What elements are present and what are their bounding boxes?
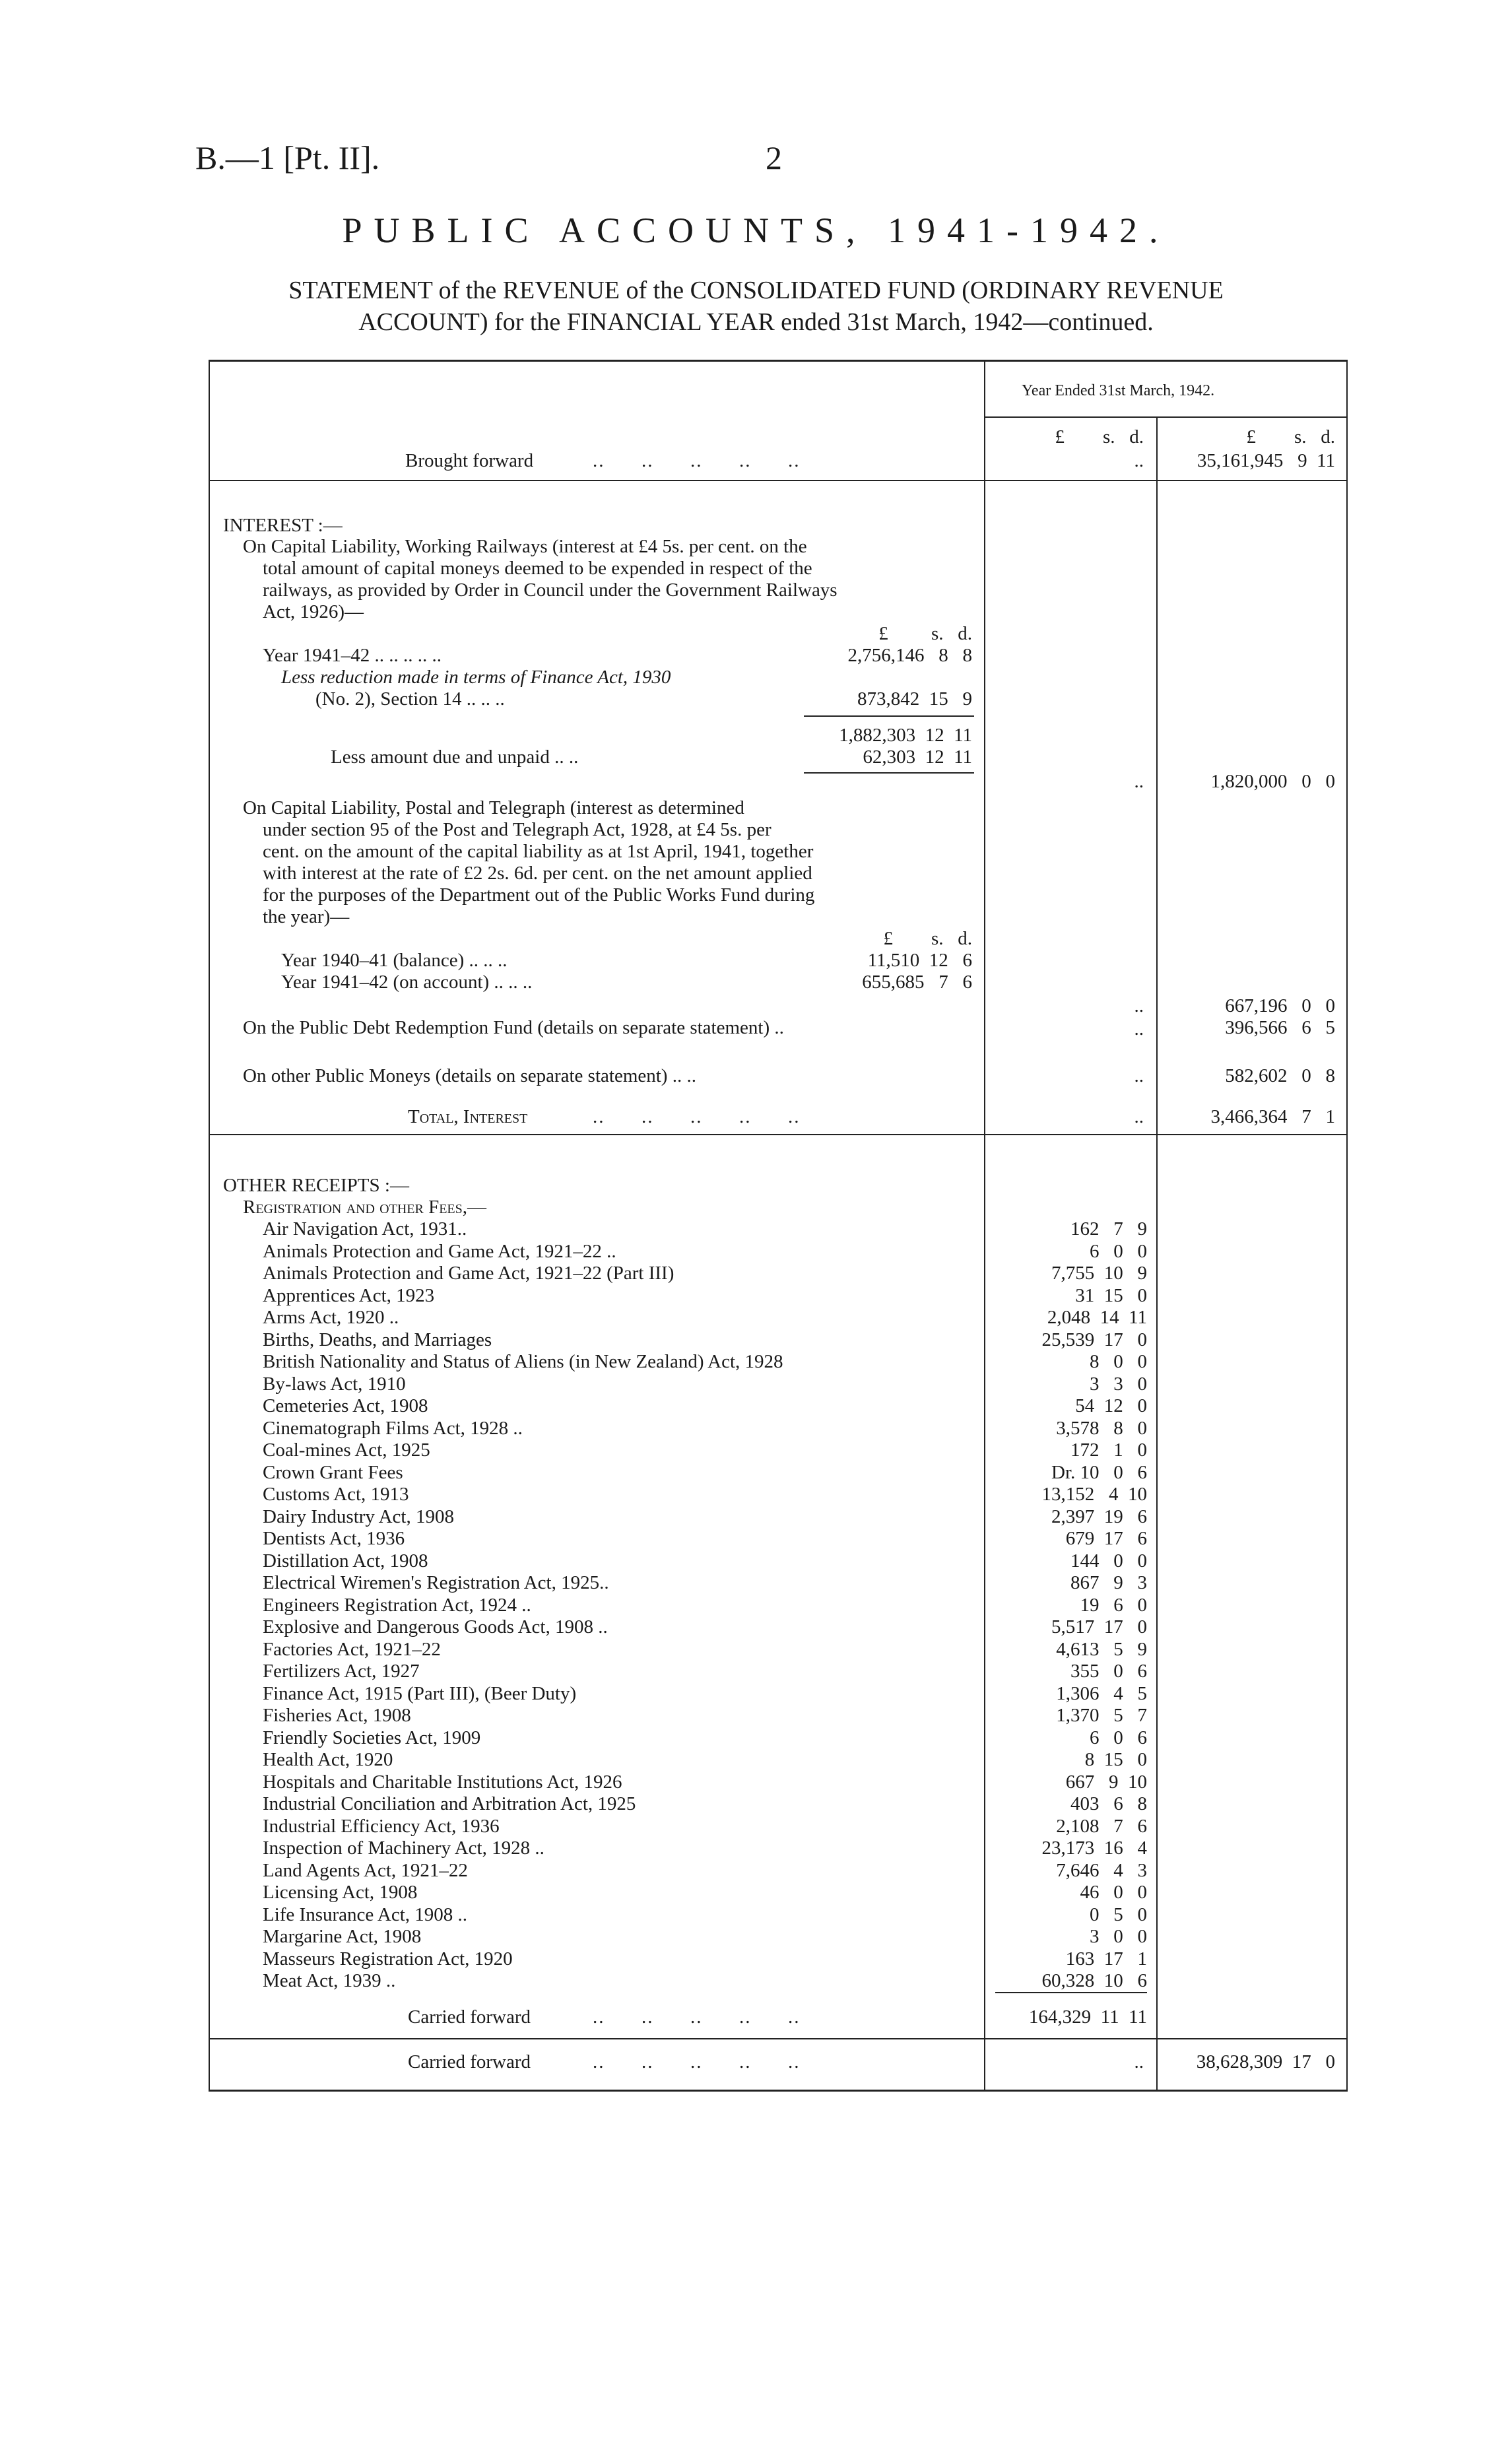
- fee-item-label: Crown Grant Fees: [263, 1461, 403, 1483]
- railways-line-4: Act, 1926)—: [263, 601, 364, 622]
- fee-item-label: Friendly Societies Act, 1909: [263, 1727, 481, 1748]
- fee-item-amount: 7,646 4 3: [1056, 1859, 1147, 1881]
- fee-item-label: Meat Act, 1939 ..: [263, 1970, 396, 1991]
- public-debt-col2: 396,566 6 5: [1225, 1017, 1335, 1038]
- interest-total-label: Total, Interest: [408, 1106, 528, 1127]
- fee-item-amount: 3,578 8 0: [1056, 1417, 1147, 1439]
- brought-forward-label: Brought forward: [405, 450, 534, 471]
- fee-item-label: Customs Act, 1913: [263, 1484, 409, 1505]
- fee-item-label: Engineers Registration Act, 1924 ..: [263, 1594, 531, 1616]
- fee-item-label: Life Insurance Act, 1908 ..: [263, 1903, 468, 1925]
- carried-forward-col2: 38,628,309 17 0: [1196, 2051, 1335, 2072]
- railways-line-3: railways, as provided by Order in Council under the Government Railways: [263, 579, 838, 601]
- carried-forward-leader: .. .. .. .. ..: [593, 2051, 801, 2072]
- fee-item-label: Air Navigation Act, 1931..: [263, 1218, 467, 1240]
- year-ended-heading: Year Ended 31st March, 1942.: [1022, 382, 1215, 399]
- postal-line-3: cent. on the amount of the capital liability as at 1st April, 1941, together: [263, 841, 814, 862]
- fee-item-label: Distillation Act, 1908: [263, 1550, 428, 1571]
- railways-net-rule: [804, 772, 974, 774]
- fee-item-amount: 1,370 5 7: [1056, 1705, 1147, 1726]
- fee-item-label: Dairy Industry Act, 1908: [263, 1505, 454, 1527]
- fee-item-amount: 8 15 0: [1084, 1749, 1147, 1770]
- interest-heading: INTEREST :—: [223, 515, 343, 536]
- fee-item-label: Land Agents Act, 1921–22: [263, 1859, 468, 1881]
- fee-item-amount: 355 0 6: [1070, 1661, 1147, 1682]
- fee-item-amount: 3 3 0: [1090, 1373, 1147, 1395]
- postal-units: £ s. d.: [883, 928, 972, 949]
- inner-carried-forward-label: Carried forward: [408, 2006, 531, 2028]
- carried-forward-label: Carried forward: [408, 2051, 531, 2072]
- interest-total-rule: [210, 1134, 1346, 1135]
- fee-item-amount: 163 17 1: [1065, 1948, 1147, 1969]
- fee-item-amount: 6 0 0: [1090, 1240, 1147, 1262]
- fee-item-label: Births, Deaths, and Marriages: [263, 1329, 492, 1350]
- brought-forward-leader: .. .. .. .. ..: [593, 450, 801, 471]
- fee-item-amount: 0 5 0: [1090, 1903, 1147, 1925]
- fee-item-label: Licensing Act, 1908: [263, 1882, 418, 1903]
- railways-line-2: total amount of capital moneys deemed to be expended in respect of the: [263, 558, 812, 579]
- inner-carried-forward-col1: 164,329 11 11: [1028, 2006, 1147, 2028]
- interest-total-col1: ..: [1134, 1106, 1144, 1127]
- fee-item-amount: 867 9 3: [1070, 1572, 1147, 1593]
- railways-year-label: Year 1941–42 .. .. .. .. ..: [263, 645, 442, 666]
- railways-units: £ s. d.: [878, 623, 972, 644]
- fee-item-amount: 3 0 0: [1090, 1926, 1147, 1947]
- fee-item-label: Animals Protection and Game Act, 1921–22 (Part III): [263, 1263, 674, 1284]
- fee-item-amount: 13,152 4 10: [1041, 1484, 1147, 1505]
- postal-year2-label: Year 1941–42 (on account) .. .. ..: [281, 972, 533, 993]
- fee-item-amount: 23,173 16 4: [1041, 1837, 1147, 1859]
- registration-subheading: Registration and other Fees,—: [243, 1197, 487, 1218]
- brought-forward-col2: 35,161,945 9 11: [1197, 450, 1335, 471]
- postal-line-4: with interest at the rate of £2 2s. 6d. per cent. on the net amount applied: [263, 863, 812, 884]
- fee-item-amount: 403 6 8: [1070, 1793, 1147, 1814]
- railways-subtotal-rule: [804, 715, 974, 717]
- postal-line-2: under section 95 of the Post and Telegraph Act, 1928, at £4 5s. per: [263, 819, 772, 840]
- fee-item-amount: 8 0 0: [1090, 1351, 1147, 1372]
- fee-item-label: Finance Act, 1915 (Part III), (Beer Duty): [263, 1682, 577, 1704]
- fee-item-amount: 172 1 0: [1070, 1439, 1147, 1461]
- fee-item-label: Inspection of Machinery Act, 1928 ..: [263, 1837, 544, 1859]
- fee-item-label: Explosive and Dangerous Goods Act, 1908 ..: [263, 1616, 608, 1638]
- brought-forward-col1: ..: [1134, 450, 1144, 471]
- column-divider-left: [984, 362, 985, 2090]
- public-debt-label: On the Public Debt Redemption Fund (details on separate statement) ..: [243, 1017, 784, 1038]
- fee-item-label: Electrical Wiremen's Registration Act, 1925..: [263, 1572, 609, 1593]
- fee-item-amount: 46 0 0: [1080, 1882, 1147, 1903]
- col2-units: £ s. d.: [1246, 426, 1335, 447]
- postal-line-6: the year)—: [263, 906, 350, 927]
- fee-item-label: Factories Act, 1921–22: [263, 1638, 441, 1660]
- fee-item-amount: 144 0 0: [1070, 1550, 1147, 1571]
- railways-line-1: On Capital Liability, Working Railways (interest at £4 5s. per cent. on the: [243, 536, 807, 557]
- postal-line-5: for the purposes of the Department out of the Public Works Fund during: [263, 884, 815, 906]
- inner-carried-leader: .. .. .. .. ..: [593, 2006, 801, 2028]
- column-divider-right: [1156, 416, 1158, 2090]
- postal-col2: 667,196 0 0: [1225, 995, 1335, 1016]
- fee-item-amount: 25,539 17 0: [1041, 1329, 1147, 1350]
- fee-item-label: Cinematograph Films Act, 1928 ..: [263, 1417, 523, 1439]
- page-number: 2: [766, 139, 782, 176]
- railways-year-amount: 2,756,146 8 8: [847, 645, 972, 666]
- fee-item-amount: 4,613 5 9: [1056, 1638, 1147, 1660]
- fee-item-amount: 679 17 6: [1065, 1528, 1147, 1549]
- fee-item-label: Apprentices Act, 1923: [263, 1284, 435, 1306]
- railways-col2: 1,820,000 0 0: [1210, 771, 1335, 792]
- fee-item-amount: 60,328 10 6: [1041, 1970, 1147, 1991]
- railways-less-line-1: Less reduction made in terms of Finance Act, 1930: [281, 667, 671, 688]
- postal-year1-label: Year 1940–41 (balance) .. .. ..: [281, 950, 508, 971]
- fee-item-label: Industrial Conciliation and Arbitration Act, 1925: [263, 1793, 636, 1814]
- fee-item-label: Coal-mines Act, 1925: [263, 1439, 430, 1461]
- fee-item-amount: 5,517 17 0: [1051, 1616, 1147, 1638]
- fee-item-amount: 1,306 4 5: [1056, 1682, 1147, 1704]
- fee-item-label: Margarine Act, 1908: [263, 1926, 422, 1947]
- other-public-col1: ..: [1134, 1065, 1144, 1086]
- statement-subtitle-line1: STATEMENT of the REVENUE of the CONSOLIDATED FUND (ORDINARY REVENUE: [288, 277, 1224, 304]
- other-public-label: On other Public Moneys (details on separate statement) .. ..: [243, 1065, 696, 1086]
- railways-net-amount: 1,882,303 12 11: [839, 725, 972, 746]
- fee-item-label: Health Act, 1920: [263, 1749, 393, 1770]
- railways-unpaid-amount: 62,303 12 11: [863, 746, 972, 768]
- fee-item-label: Fertilizers Act, 1927: [263, 1661, 420, 1682]
- postal-col1: ..: [1134, 995, 1144, 1016]
- fee-item-amount: 2,397 19 6: [1051, 1505, 1147, 1527]
- fee-item-label: Hospitals and Charitable Institutions Act, 1926: [263, 1771, 622, 1793]
- interest-total-col2: 3,466,364 7 1: [1210, 1106, 1335, 1127]
- postal-line-1: On Capital Liability, Postal and Telegraph (interest as determined: [243, 797, 744, 818]
- fee-item-label: Dentists Act, 1936: [263, 1528, 405, 1549]
- railways-less-amount: 873,842 15 9: [857, 688, 972, 710]
- brought-forward-rule: [210, 480, 1346, 481]
- fee-item-amount: 2,108 7 6: [1056, 1815, 1147, 1837]
- fee-item-label: Arms Act, 1920 ..: [263, 1307, 399, 1328]
- fees-subtotal-rule: [995, 1992, 1147, 1993]
- fee-item-label: Cemeteries Act, 1908: [263, 1395, 428, 1416]
- fee-item-label: Industrial Efficiency Act, 1936: [263, 1815, 500, 1837]
- fee-item-amount: 6 0 6: [1090, 1727, 1147, 1748]
- fee-item-amount: 7,755 10 9: [1051, 1263, 1147, 1284]
- fee-item-amount: 2,048 14 11: [1047, 1307, 1147, 1328]
- fee-item-amount: 54 12 0: [1075, 1395, 1147, 1416]
- railways-less-line-2: (No. 2), Section 14 .. .. ..: [315, 688, 505, 710]
- header-rule: [984, 416, 1346, 418]
- document-reference: B.—1 [Pt. II].: [195, 139, 380, 176]
- interest-total-leader: .. .. .. .. ..: [593, 1106, 801, 1127]
- fee-item-label: Masseurs Registration Act, 1920: [263, 1948, 513, 1969]
- fee-item-label: By-laws Act, 1910: [263, 1373, 406, 1395]
- postal-year2-amount: 655,685 7 6: [862, 972, 972, 993]
- fee-item-label: Animals Protection and Game Act, 1921–22 ..: [263, 1240, 616, 1262]
- fee-item-label: British Nationality and Status of Aliens (in New Zealand) Act, 1928: [263, 1351, 783, 1372]
- statement-subtitle-line2: ACCOUNT) for the FINANCIAL YEAR ended 31st March, 1942—continued.: [358, 308, 1154, 336]
- postal-year1-amount: 11,510 12 6: [867, 950, 972, 971]
- public-debt-col1: ..: [1134, 1018, 1144, 1040]
- fee-item-amount: 162 7 9: [1070, 1218, 1147, 1240]
- fee-item-amount: 667 9 10: [1065, 1771, 1147, 1793]
- fee-item-amount: 19 6 0: [1080, 1594, 1147, 1616]
- fee-item-amount: Dr. 10 0 6: [1051, 1461, 1147, 1483]
- revenue-table: [209, 360, 1348, 2092]
- fee-item-amount: 31 15 0: [1075, 1284, 1147, 1306]
- inner-carried-rule: [210, 2038, 1346, 2039]
- carried-forward-col1: ..: [1134, 2051, 1144, 2072]
- other-public-col2: 582,602 0 8: [1225, 1065, 1335, 1086]
- railways-unpaid-label: Less amount due and unpaid .. ..: [331, 746, 579, 768]
- page-title: PUBLIC ACCOUNTS, 1941-1942.: [342, 211, 1170, 250]
- col1-units: £ s. d.: [1055, 426, 1144, 447]
- railways-col1: ..: [1134, 771, 1144, 792]
- fee-item-label: Fisheries Act, 1908: [263, 1705, 411, 1726]
- other-receipts-heading: OTHER RECEIPTS :—: [223, 1175, 409, 1196]
